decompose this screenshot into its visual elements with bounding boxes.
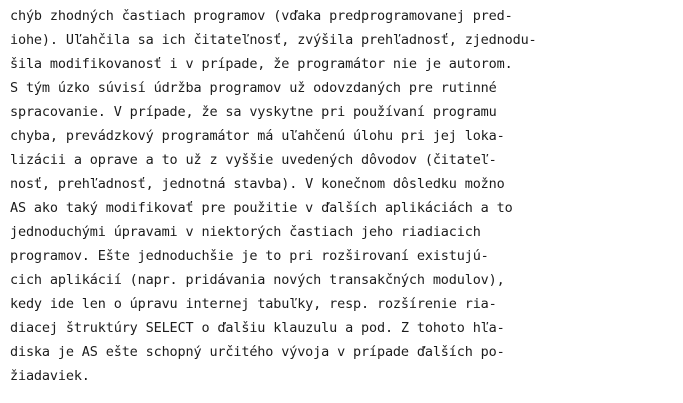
text-line: diacej štruktúry SELECT o ďalšiu klauzulu a pod. Z tohoto hľa- bbox=[10, 320, 505, 336]
text-line: S tým úzko súvisí údržba programov už odovzdaných pre rutinné bbox=[10, 80, 497, 96]
text-line: kedy ide len o úpravu internej tabuľky, resp. rozšírenie ria- bbox=[10, 296, 497, 312]
text-line: spracovanie. V prípade, že sa vyskytne pri používaní programu bbox=[10, 104, 497, 120]
text-line: chyba, prevádzkový programátor má uľahčenú úlohu pri jej loka- bbox=[10, 128, 505, 144]
text-line: iohe). Uľahčila sa ich čitateľnosť, zvýšila prehľadnosť, zjednodu- bbox=[10, 32, 537, 48]
text-line: programov. Ešte jednoduchšie je to pri rozširovaní existujú- bbox=[10, 248, 489, 264]
text-line: nosť, prehľadnosť, jednotná stavba). V konečnom dôsledku možno bbox=[10, 176, 505, 192]
text-line: AS ako taký modifikovať pre použitie v ďalších aplikáciách a to bbox=[10, 200, 513, 216]
text-line: jednoduchými úpravami v niektorých častiach jeho riadiacich bbox=[10, 224, 481, 240]
text-line: lizácii a oprave a to už z vyššie uvedených dôvodov (čitateľ- bbox=[10, 152, 497, 168]
text-line: cich aplikácií (napr. pridávania nových transakčných modulov), bbox=[10, 272, 505, 288]
text-line: šila modifikovanosť i v prípade, že programátor nie je autorom. bbox=[10, 56, 513, 72]
text-line: chýb zhodných častiach programov (vďaka predprogramovanej pred- bbox=[10, 8, 513, 24]
text-line: žiadaviek. bbox=[10, 368, 90, 384]
text-line: diska je AS ešte schopný určitého vývoja v prípade ďalších po- bbox=[10, 344, 505, 360]
